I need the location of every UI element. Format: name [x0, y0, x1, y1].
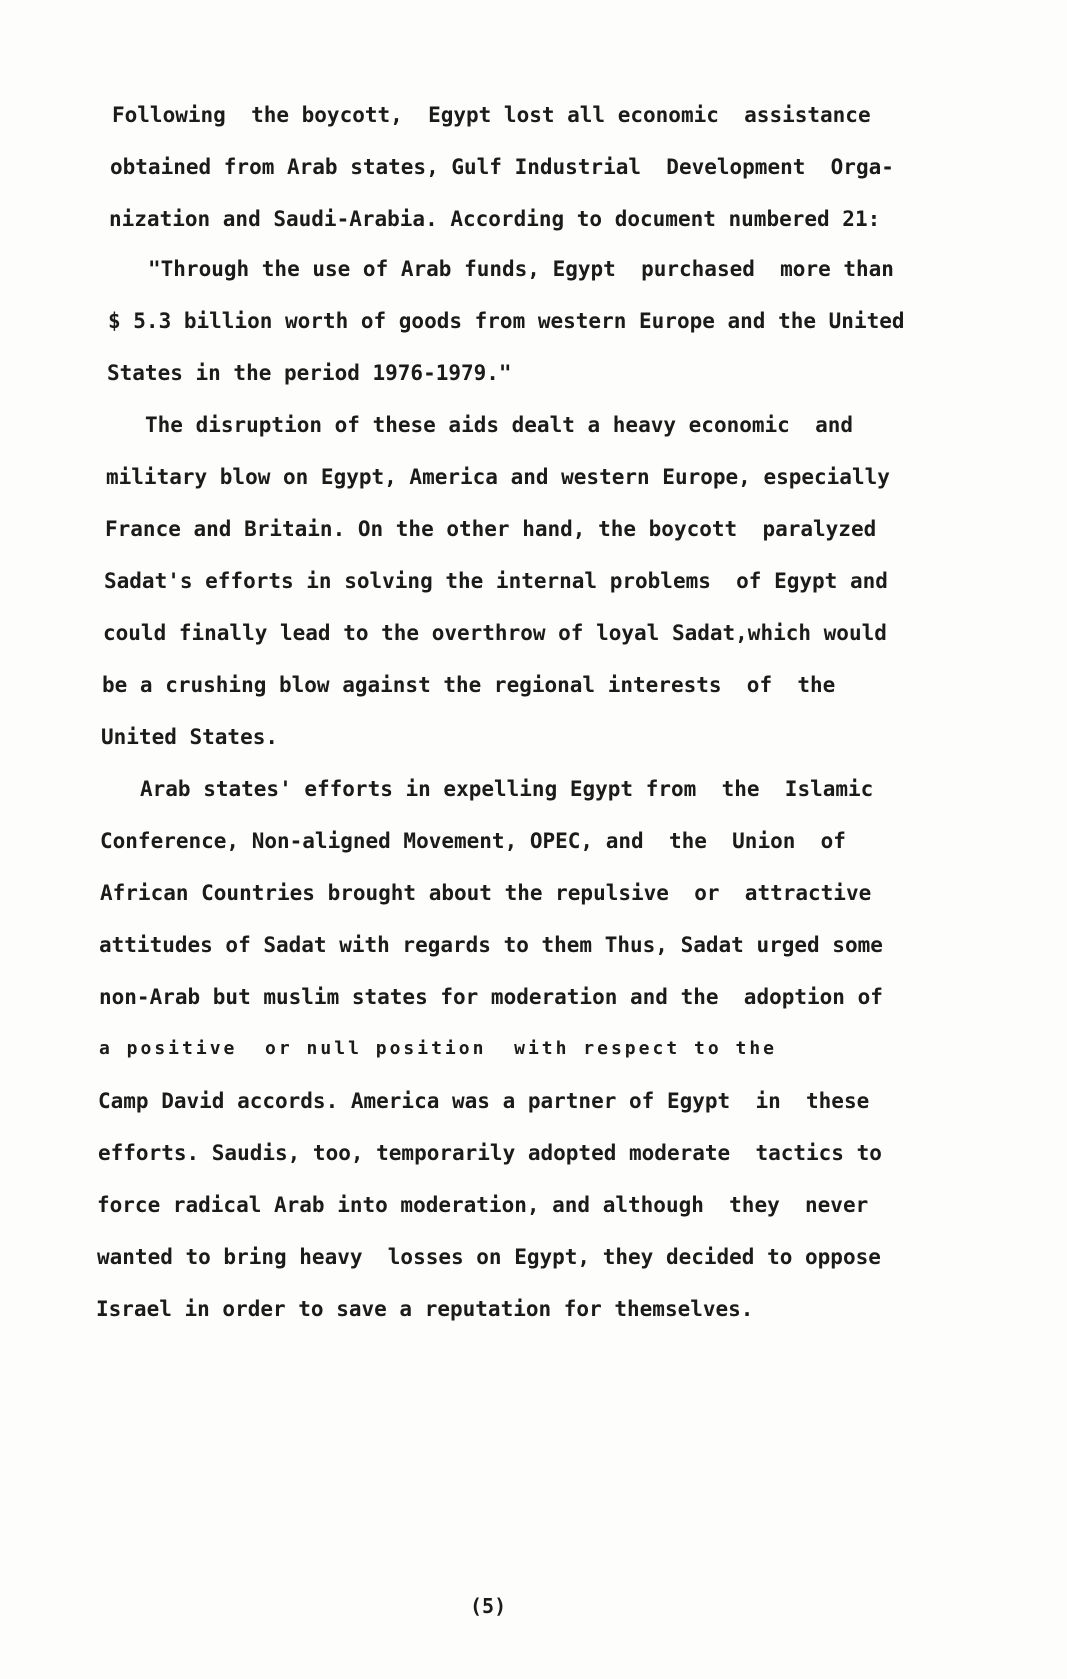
text-line: Sadat's efforts in solving the internal problems of Egypt and [104, 569, 888, 593]
text-line: military blow on Egypt, America and western Europe, especially [106, 465, 890, 489]
text-line: efforts. Saudis, too, temporarily adopted moderate tactics to [98, 1141, 882, 1165]
text-line: be a crushing blow against the regional interests of the [102, 673, 836, 697]
text-line: Conference, Non-aligned Movement, OPEC, and the Union of [100, 829, 846, 853]
text-line: Following the boycott, Egypt lost all economic assistance [112, 103, 871, 127]
text-line: Camp David accords. America was a partner of Egypt in these [98, 1089, 870, 1113]
text-line: African Countries brought about the repulsive or attractive [100, 881, 872, 905]
text-line: attitudes of Sadat with regards to them Thus, Sadat urged some [99, 933, 883, 957]
quote-line: States in the period 1976-1979." [107, 361, 512, 385]
text-line: France and Britain. On the other hand, the boycott paralyzed [105, 517, 877, 541]
text-line: could finally lead to the overthrow of loyal Sadat,which would [103, 621, 887, 645]
text-line: United States. [101, 725, 279, 749]
text-line: non-Arab but muslim states for moderation and the adoption of [99, 985, 883, 1009]
text-line: nization and Saudi-Arabia. According to document numbered 21: [109, 207, 881, 231]
quote-line: "Through the use of Arab funds, Egypt purchased more than [148, 257, 894, 281]
text-line: Israel in order to save a reputation for themselves. [96, 1297, 754, 1321]
text-line: force radical Arab into moderation, and although they never [97, 1193, 869, 1217]
text-line: obtained from Arab states, Gulf Industrial Development Orga- [110, 155, 894, 179]
text-line: wanted to bring heavy losses on Egypt, they decided to oppose [97, 1245, 881, 1269]
text-line: Arab states' efforts in expelling Egypt from the Islamic [140, 777, 874, 801]
text-line: a positive or null position with respect to the [99, 1038, 778, 1059]
quote-line: $ 5.3 billion worth of goods from western Europe and the United [108, 309, 905, 333]
page-number: (5) [470, 1594, 507, 1618]
text-line: The disruption of these aids dealt a heavy economic and [145, 413, 854, 437]
